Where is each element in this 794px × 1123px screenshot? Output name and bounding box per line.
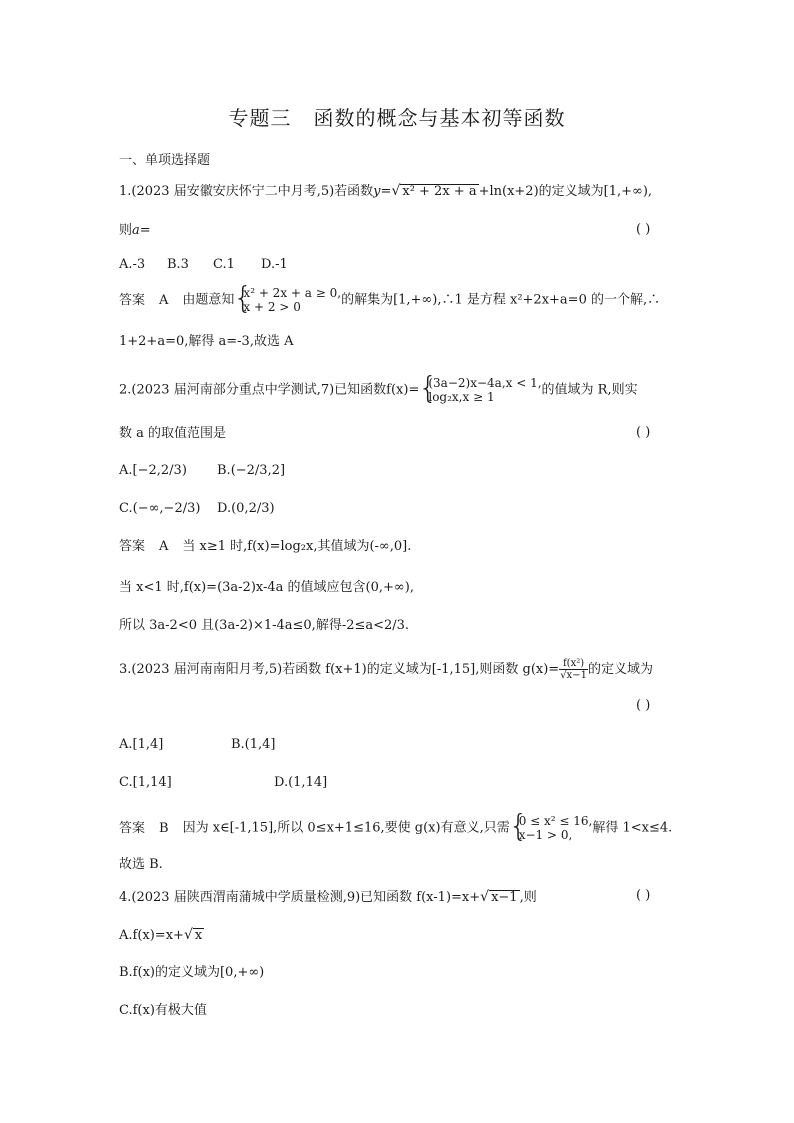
q1-answer-paren: ( ) [636, 222, 651, 237]
q2-option-a-label: A. [119, 463, 133, 478]
q1-ln-part: +ln(x+2)的定义域为[1,+∞), [478, 184, 653, 199]
q1-radical-sign: √ [391, 183, 401, 199]
q3-stem-end: 的定义域为 [587, 662, 653, 677]
q4-option-b: B.f(x)的定义域为[0,+∞) [119, 965, 265, 980]
page-title [0, 102, 794, 131]
q2-option-b-label: B. [217, 463, 231, 478]
q2-answer-value: A [159, 539, 169, 554]
q3-solution-line1 [119, 814, 679, 842]
q1-option-d: D.-1 [261, 257, 288, 272]
q1-stem-line2 [119, 222, 679, 240]
q1-answer-value: A [159, 292, 169, 308]
q3-option-b: B.(1,4] [231, 737, 276, 752]
q2-piecewise [419, 376, 541, 404]
q2-option-b-value: (−2/3,2] [230, 463, 286, 478]
q2-option-a-value: [−2,2/3) [132, 463, 187, 478]
q3-stem-text: 3.(2023 届河南南阳月考,5)若函数 f(x+1)的定义域为[-1,15],则函数 g(x)= [119, 662, 560, 677]
q4-stem-end: ,则 [519, 890, 537, 905]
q1-option-a: A.-3 [119, 257, 146, 272]
q2-options-row1 [119, 462, 679, 480]
title-topic: 专题三 [228, 106, 292, 130]
q2-answer-label: 答案 [119, 539, 146, 554]
q3-options-row1 [119, 736, 679, 754]
q2-option-c-value: (−∞,−2/3) [132, 501, 201, 516]
q3-answer-label: 答案 [119, 820, 146, 836]
q1-stem-b: 则 [119, 223, 133, 238]
q3-answer-paren: ( ) [636, 698, 651, 713]
q3-denominator: √x−1 [560, 670, 587, 681]
q1-answer-label: 答案 [119, 292, 146, 308]
q1-case1: { x² + 2x + a ≥ 0, [243, 286, 342, 300]
q2-option-c-label: C. [119, 501, 133, 516]
q3-case-system [510, 814, 593, 842]
q1-option-b: B.3 [167, 257, 189, 272]
q3-option-d: D.(1,14] [274, 775, 328, 790]
q1-stem-text: 1.(2023 届安徽安庆怀宁二中月考,5)若函数 [119, 184, 374, 199]
q3-numerator: f(x²) [559, 658, 588, 670]
q2-option-d-value: (0,2/3) [231, 501, 275, 516]
q1-case-system [234, 286, 341, 314]
q4-stem-text: 4.(2023 届陕西渭南蒲城中学质量检测,9)已知函数 f(x-1)=x+ [119, 890, 481, 905]
q2-case1: { (3a−2)x−4a,x < 1, [428, 376, 542, 390]
q2-option-b [217, 462, 285, 480]
q2-stem-line2: 数 a 的取值范围是 [119, 426, 227, 441]
q3-sol-end: 解得 1<x≤4. [592, 820, 673, 836]
q3-sol-a: 因为 x∈[-1,15],所以 0≤x+1≤16,要使 g(x)有意义,只需 [182, 820, 510, 836]
q4-option-a-text: A.f(x)=x+ [119, 928, 184, 943]
q4-option-a [119, 926, 679, 945]
q3-options-row2 [119, 774, 679, 792]
q1-solution-line1 [119, 286, 679, 314]
q1-sqrt-expr: x² + 2x + a [402, 184, 477, 199]
q1-option-c: C.1 [213, 257, 235, 272]
q1-stem-line1 [119, 182, 679, 201]
q2-solution-line3: 所以 3a-2<0 且(3a-2)×1-4a≤0,解得-2≤a<2/3. [119, 618, 410, 633]
q2-case2: log₂x,x ≥ 1 [428, 390, 495, 404]
q3-solution-line2: 故选 B. [119, 857, 163, 872]
q3-option-a: A.[1,4] [119, 737, 164, 752]
q1-solution-line2: 1+2+a=0,解得 a=-3,故选 A [119, 334, 294, 349]
q2-stem-end: 的值域为 R,则实 [541, 382, 638, 398]
q1-stem-b-end: = [139, 223, 151, 238]
q4-stem-line1 [119, 888, 679, 907]
q1-sol-b: 的解集为[1,+∞),∴1 是方程 x²+2x+a=0 的一个解,∴ [341, 292, 661, 308]
q1-eq: = [380, 184, 392, 199]
q1-sol-a: 由题意知 [182, 292, 235, 308]
q2-sol-a: 当 x≥1 时,f(x)=log₂x,其值域为(-∞,0]. [182, 539, 412, 554]
q4-option-c: C.f(x)有极大值 [119, 1003, 207, 1018]
q4-option-a-radical: √ [183, 927, 193, 943]
q2-answer-paren: ( ) [636, 425, 651, 440]
q2-solution-line2: 当 x<1 时,f(x)=(3a-2)x-4a 的值域应包含(0,+∞), [119, 580, 414, 595]
q4-option-a-sqrt: x [194, 928, 203, 943]
q3-answer-value: B [159, 820, 169, 836]
q2-option-a [119, 462, 217, 480]
q3-case2: x−1 > 0, [518, 828, 573, 842]
q4-sqrt-expr: x−1 [491, 890, 518, 905]
q3-stem-line1 [119, 658, 679, 681]
q2-solution-line1 [119, 538, 679, 556]
q1-options [119, 256, 679, 274]
q2-stem-text: 2.(2023 届河南部分重点中学测试,7)已知函数 [119, 382, 387, 398]
q2-option-d [217, 500, 275, 518]
q4-radical-sign: √ [480, 889, 490, 905]
q2-options-row2 [119, 500, 679, 518]
q1-var-a: a [132, 223, 140, 238]
q3-fraction [559, 658, 588, 681]
q1-case2: x + 2 > 0 [243, 300, 301, 314]
q4-answer-paren: ( ) [636, 888, 651, 903]
q2-stem-line1 [119, 376, 679, 404]
section-heading: 一、单项选择题 [119, 153, 211, 168]
q2-option-c [119, 500, 217, 518]
q3-case1: { 0 ≤ x² ≤ 16, [518, 814, 593, 828]
q1-func-y: y [373, 184, 381, 199]
q2-fx: f(x)= [386, 382, 420, 398]
q3-option-c: C.[1,14] [119, 775, 172, 790]
title-subject: 函数的概念与基本初等函数 [313, 106, 566, 130]
q2-option-d-label: D. [217, 501, 232, 516]
